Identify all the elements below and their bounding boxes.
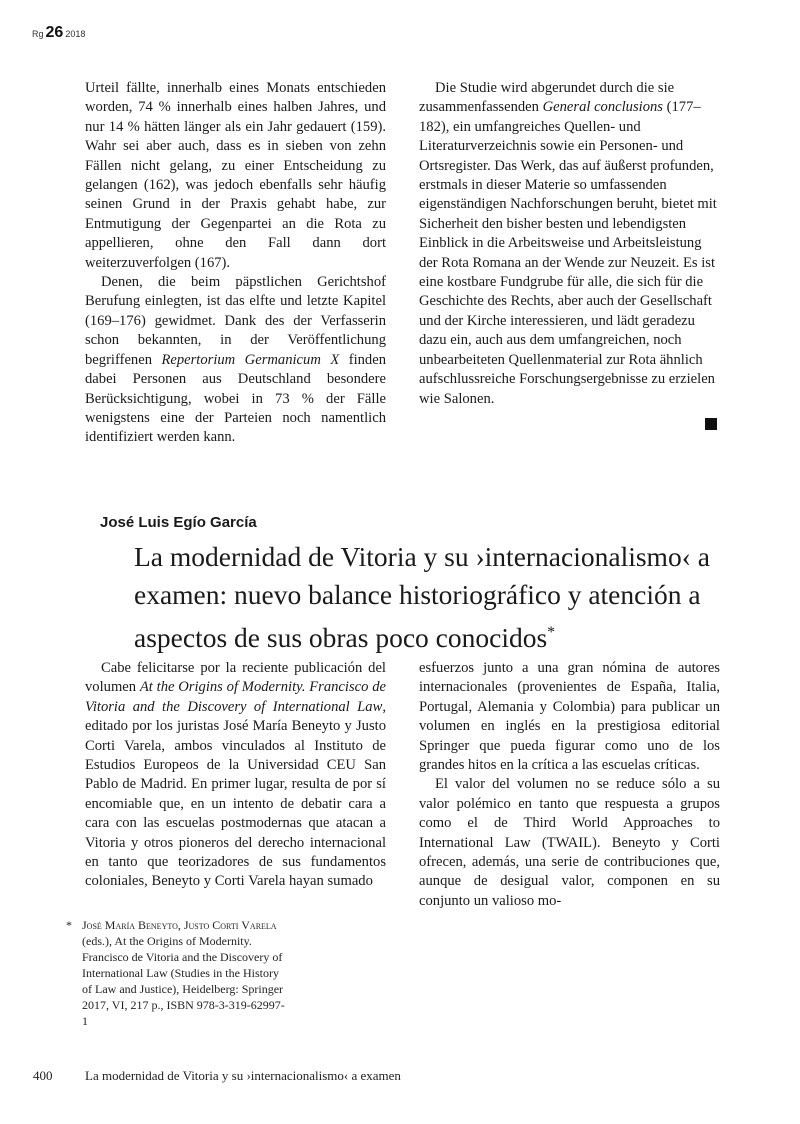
end-of-review-mark — [705, 418, 717, 430]
italic-title: General conclusions — [542, 99, 663, 116]
article-author: José Luis Egío García — [100, 514, 257, 531]
paragraph: El valor del volumen no se reduce sólo a su valor polémico en tanto que respuesta a grupos como el de Third World Approaches to International Law (TWAIL). Beneyto y Corti ofrecen, además, una serie de contribuciones que, aunque de desigual valor, componen en su conjunto un valioso mo- — [419, 776, 720, 909]
paragraph: Cabe felicitarse por la reciente publicación del volumen At the Origins of Modernity. Francisco de Vitoria and the Discovery of International Law, editado por los juristas José María Beneyto y Justo Corti Varela, ambos vinculados al Instituto de Estudios Europeos de la Universidad CEU San Pablo de Madrid. En primer lugar, resulta de por sí encomiable que, en un intento de debatir cara a cara con las escuelas postmodernas que atacan a Vitoria y otros pioneros del derecho internacional en tanto que teorizadores de sus fundamentos coloniales, Beneyto y Corti Varela hayan sumado — [85, 660, 386, 890]
paragraph: esfuerzos junto a una gran nómina de autores internacionales (provenientes de España, Italia, Portugal, Alemania y Colombia) para publicar un volumen en inglés en la prestigiosa editorial Springer que pueda figurar como uno de los grandes hitos en la crítica a las escuelas críticas. — [419, 660, 720, 774]
footnote — [66, 917, 286, 1029]
paragraph: Denen, die beim päpstlichen Gerichtshof Berufung einlegten, ist das elfte und letzte Kapitel (169–176) gewidmet. Dank des der Verfasserin schon bekannten, in der Veröffentlichung begriffenen Repertorium Germanicum X finden dabei Personen aus Deutschland besondere Berücksichtigung, wobei in 73 % der Fälle wenigstens eine der Parteien noch namentlich identifiziert werden kann. — [85, 274, 386, 446]
previous-review-right-column — [419, 79, 720, 409]
article-right-column — [419, 659, 720, 911]
italic-title: Repertorium Germanicum X — [161, 351, 340, 368]
paragraph: Urteil fällte, innerhalb eines Monats entschieden worden, 74 % innerhalb eines halben Jahres, und nur 14 % hätten länger als ein Jahr gedauert (159). Wahr sei aber auch, dass es in sieben von zehn Fällen nicht gelang, zu einer Entscheidung zu gelangen (162), was jedoch ebenfalls sehr häufig seinen Grund in der Praxis gehabt habe, zur Entmutigung der Gegenpartei an die Rota zu appellieren, ohne den Fall dann dort weiterzuverfolgen (167). — [85, 80, 386, 271]
footnote-reference: * — [547, 624, 556, 641]
running-title: La modernidad de Vitoria y su ›internacionalismo‹ a examen — [85, 1068, 401, 1083]
page-footer — [33, 1068, 401, 1084]
issue-number: 26 — [45, 24, 64, 41]
footnote-authors: José María Beneyto, Justo Corti Varela — [82, 918, 277, 932]
italic-title: At the Origins of Modernity. Francisco de Vitoria and the Discovery of International Law — [85, 679, 386, 715]
footnote-text: (eds.), At the Origins of Modernity. Francisco de Vitoria and the Discovery of International Law (Studies in the History of Law and Justice), Heidelberg: Springer 2017, VI, 217 p., ISBN 978-3-319-62997-1 — [82, 934, 285, 1028]
issue-year: 2018 — [65, 29, 86, 39]
footnote-mark: * — [66, 918, 72, 932]
article-title: La modernidad de Vitoria y su ›internacionalismo‹ a examen: nuevo balance historiográfico y atención a aspectos de sus obras poco conocidos* — [134, 541, 710, 654]
running-head — [32, 24, 85, 42]
page-number: 400 — [33, 1068, 53, 1083]
journal-abbrev: Rg — [32, 29, 44, 39]
paragraph: Die Studie wird abgerundet durch die sie zusammenfassenden General conclusions (177–182), ein umfangreiches Quellen- und Literaturverzeichnis sowie ein Personen- und Ortsregister. Das Werk, das auf äußerst profunden, erstmals in dieser Materie so umfassenden eigenständigen Nachforschungen beruht, bietet mit Sicherheit den bisher besten und lebendigsten Einblick in die Arbeitsweise und Arbeitsleistung der Rota Romana an der Wende zur Neuzeit. Es ist eine kostbare Fundgrube für alle, die sich für die Geschichte des Rechts, aber auch der Gesellschaft und der Kirche interessieren, und lädt geradezu dazu ein, auch aus dem umfangreichen, noch unbearbeiteten Quellenmaterial zur Rota ähnlich aufschlussreiche Forschungsergebnisse zu erzielen wie Salonen. — [419, 80, 717, 407]
previous-review-left-column — [85, 79, 386, 448]
article-left-column — [85, 659, 386, 892]
